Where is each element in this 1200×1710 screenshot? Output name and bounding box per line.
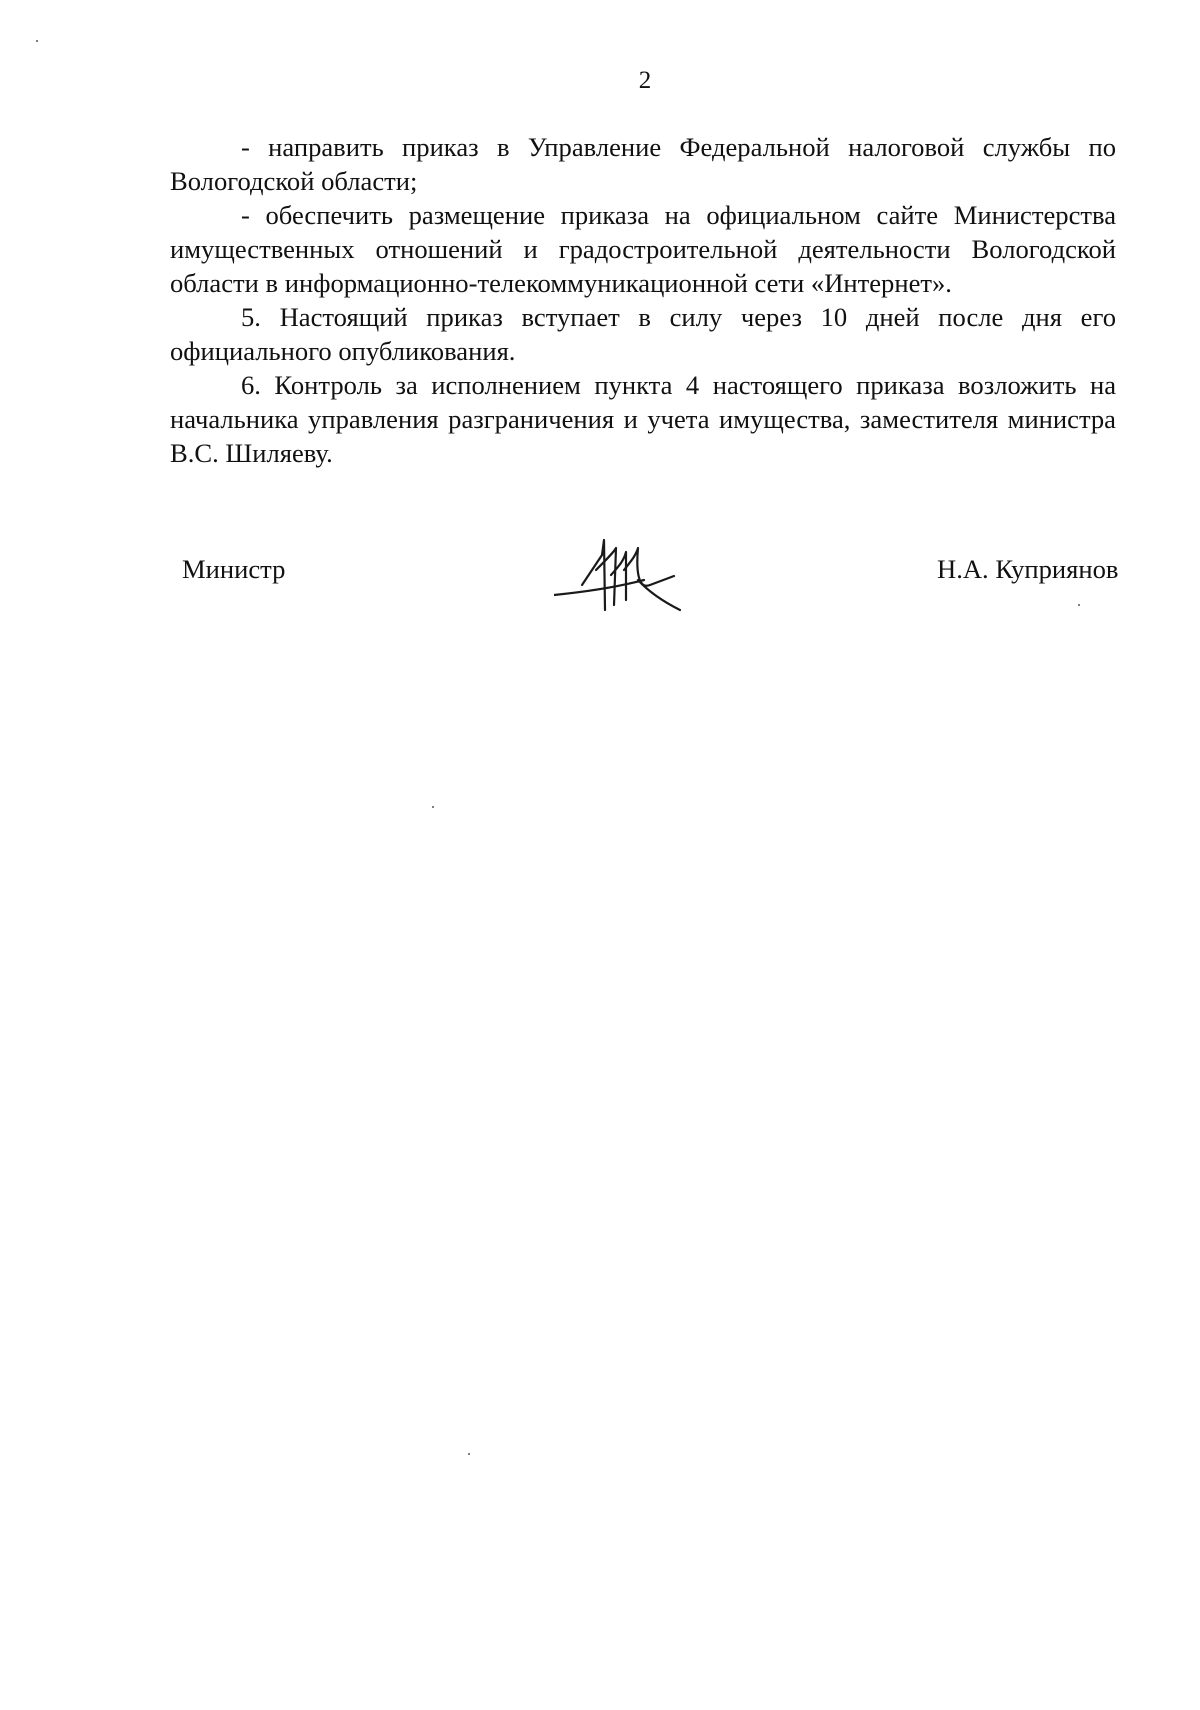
scan-speck: [468, 1453, 470, 1455]
scan-speck: [432, 806, 434, 808]
paragraph-control: 6. Контроль за исполнением пункта 4 настоящего приказа возложить на начальника управления разграничения и учета имущества, заместителя министра В.С. Шиляеву.: [170, 370, 1116, 468]
paragraph-send-order: - направить приказ в Управление Федеральной налоговой службы по Вологодской области;: [170, 132, 1116, 196]
signer-name: Н.А. Куприянов: [937, 554, 1119, 584]
scan-speck: [1078, 604, 1080, 606]
page-number: 2: [638, 67, 652, 94]
document-body: [170, 130, 1116, 470]
paragraph-effective-date: 5. Настоящий приказ вступает в силу через 10 дней после дня его официального опубликования.: [170, 302, 1116, 366]
scan-speck: [36, 40, 38, 42]
signer-title: Министр: [182, 554, 286, 584]
paragraph-publish-website: - обеспечить размещение приказа на официальном сайте Министерства имущественных отношений и градостроительной деятельности Вологодской области в информационно-телекоммуникационной сети «Интернет».: [170, 200, 1116, 298]
handwritten-signature: [554, 530, 704, 630]
